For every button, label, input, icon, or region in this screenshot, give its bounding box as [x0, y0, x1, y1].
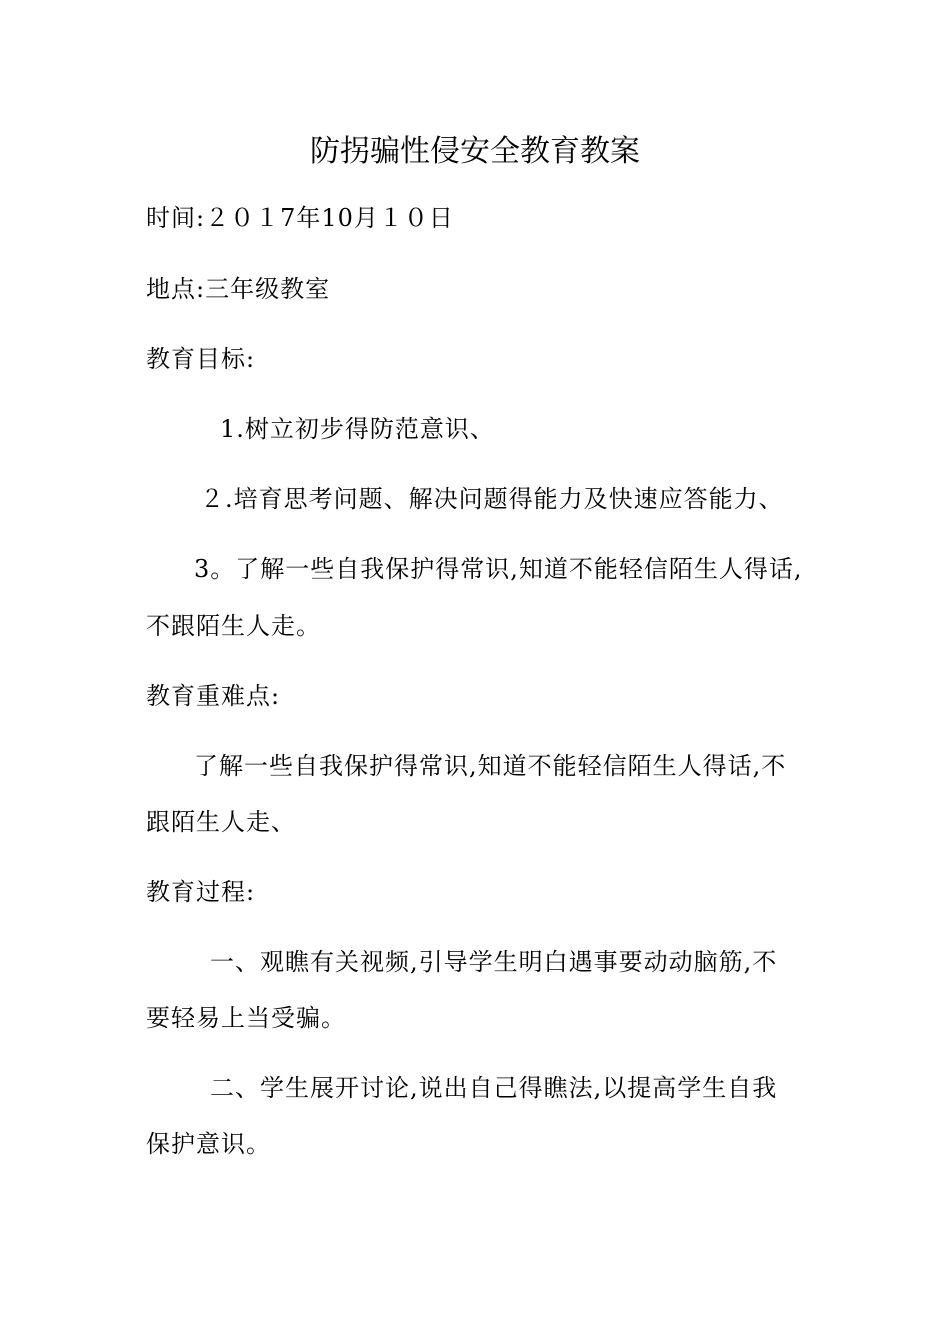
process-heading: 教育过程:	[146, 878, 256, 906]
process-step-2-line-1: 二、学生展开讨论,说出自己得瞧法,以提高学生自我	[210, 1074, 778, 1102]
goal-item-2: ２.培育思考问题、解决问题得能力及快速应答能力、	[200, 485, 784, 513]
process-step-2-line-2: 保护意识。	[146, 1130, 271, 1158]
goals-heading: 教育目标:	[146, 345, 256, 373]
place-line: 地点:三年级教室	[146, 275, 331, 303]
process-step-1-line-2: 要轻易上当受骗。	[146, 1004, 346, 1032]
goal-item-1: 1.树立初步得防范意识、	[220, 415, 495, 443]
key-points-line-1: 了解一些自我保护得常识,知道不能轻信陌生人得话,不	[194, 752, 787, 780]
document-title: 防拐骗性侵安全教育教案	[310, 134, 640, 169]
key-points-line-2: 跟陌生人走、	[146, 808, 296, 836]
process-step-1-line-1: 一、观瞧有关视频,引导学生明白遇事要动动脑筋,不	[210, 948, 778, 976]
goal-item-3-line-2: 不跟陌生人走。	[146, 612, 321, 640]
time-line: 时间:２０１7年10月１０日	[146, 204, 454, 232]
goal-item-3-line-1: 3。了解一些自我保护得常识,知道不能轻信陌生人得话,	[194, 555, 803, 583]
key-points-heading: 教育重难点:	[146, 682, 281, 710]
